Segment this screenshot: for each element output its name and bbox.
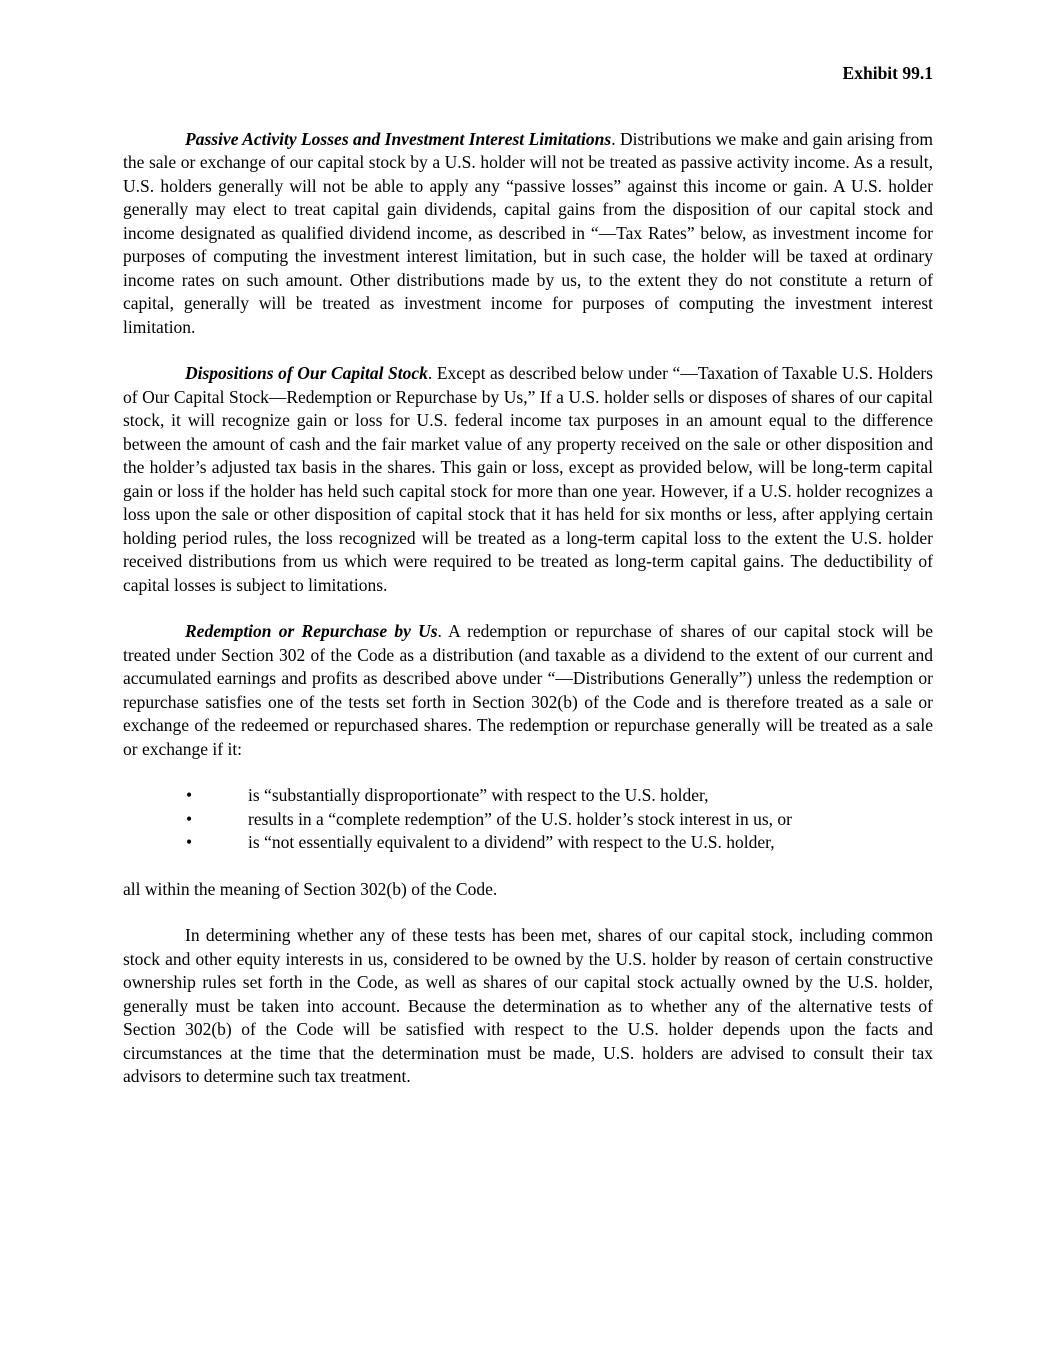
bullet-item <box>123 784 933 808</box>
bullet-item <box>123 831 933 855</box>
bullet-icon: • <box>186 785 193 805</box>
bullet-item-text: results in a “complete redemption” of the U.S. holder’s stock interest in us, or <box>248 808 792 829</box>
paragraph-lead-redemption-repurchase: Redemption or Repurchase by Us <box>185 621 438 641</box>
bullet-list <box>123 784 933 855</box>
bullet-item <box>123 808 933 832</box>
bullet-icon: • <box>186 808 193 829</box>
paragraph-lead-dispositions: Dispositions of Our Capital Stock <box>185 363 428 383</box>
paragraph-closing: In determining whether any of these tests has been met, shares of our capital stock, including common stock and other equity interests in us, considered to be owned by the U.S. holder by reason of certain constructive ownership rules set forth in the Code, as well as shares of our capital stock actually owned by the U.S. holder, generally must be taken into account. Because the determination as to whether any of the alternative tests of Section 302(b) of the Code will be satisfied with respect to the U.S. holder depends upon the facts and circumstances at the time that the determination must be made, U.S. holders are advised to consult their tax advisors to determine such tax treatment. <box>123 925 933 1086</box>
paragraph-text-passive-activity-losses: . Distributions we make and gain arising from the sale or exchange of our capital stock by a U.S. holder will not be treated as passive activity income. As a result, U.S. holders generally will not be able to apply any “passive losses” against this income or gain. A U.S. holder generally may elect to treat capital gain dividends, capital gains from the disposition of our capital stock and income designated as qualified dividend income, as described in “—Tax Rates” below, as investment income for purposes of computing the investment interest limitation, but in such case, the holder will be taxed at ordinary income rates on such amount. Other distributions made by us, to the extent they do not constitute a return of capital, generally will be treated as investment income for purposes of computing the investment interest limitation. <box>123 128 933 337</box>
paragraph-dispositions <box>123 362 933 597</box>
paragraph-text-dispositions: . Except as described below under “—Taxation of Taxable U.S. Holders of Our Capital Stock—Redemption or Repurchase by Us,” If a U.S. holder sells or disposes of shares of our capital stock, it will recognize gain or loss for U.S. federal income tax purposes in an amount equal to the difference between the amount of cash and the fair market value of any property received on the sale or other disposition and the holder’s adjusted tax basis in the shares. This gain or loss, except as provided below, will be long-term capital gain or loss if the holder has held such capital stock for more than one year. However, if a U.S. holder recognizes a loss upon the sale or other disposition of capital stock that it has held for six months or less, after applying certain holding period rules, the loss recognized will be treated as a long-term capital loss to the extent the U.S. holder received distributions from us which were required to be treated as long-term capital gains. The deductibility of capital losses is subject to limitations. <box>123 363 933 595</box>
exhibit-label: Exhibit 99.1 <box>842 63 933 83</box>
bullet-icon: • <box>186 832 193 852</box>
paragraph-text-redemption-repurchase: . A redemption or repurchase of shares of our capital stock will be treated under Section 302 of the Code as a distribution (and taxable as a dividend to the extent of our current and accumulated earnings and profits as described above under “—Distributions Generally”) unless the redemption or repurchase satisfies one of the tests set forth in Section 302(b) of the Code and is therefore treated as a sale or exchange of the redeemed or repurchased shares. The redemption or repurchase generally will be treated as a sale or exchange if it: <box>123 621 933 759</box>
paragraph-redemption-repurchase <box>123 620 933 761</box>
paragraph-after-bullets: all within the meaning of Section 302(b) of the Code. <box>123 878 498 899</box>
paragraph-passive-activity-losses <box>123 128 933 340</box>
bullet-item-text: is “substantially disproportionate” with respect to the U.S. holder, <box>248 785 709 805</box>
paragraph-lead-passive-activity-losses: Passive Activity Losses and Investment Interest Limitations <box>185 128 612 149</box>
bullet-item-text: is “not essentially equivalent to a dividend” with respect to the U.S. holder, <box>248 832 775 852</box>
